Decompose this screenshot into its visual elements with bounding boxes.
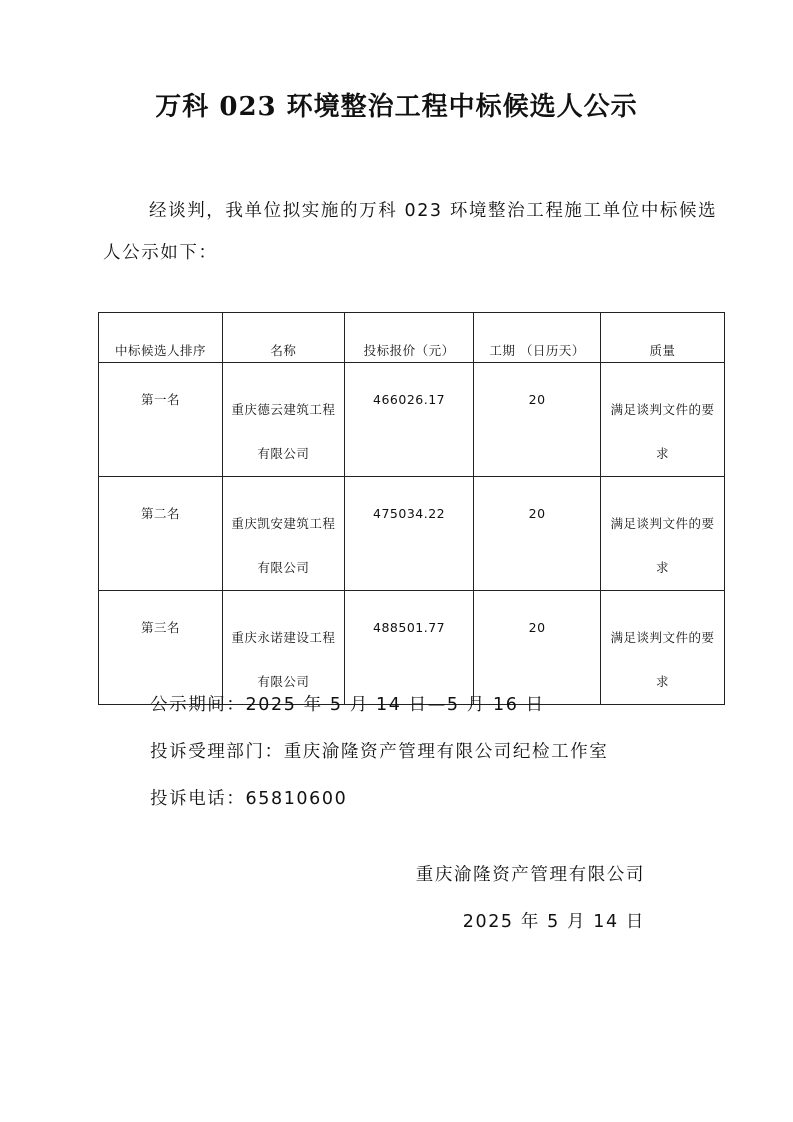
signature-block [416,852,645,946]
cell-price: 475034.22 [344,477,473,591]
cell-quality: 满足谈判文件的要求 [601,477,725,591]
candidates-table [98,312,725,705]
intro-paragraph: 经谈判，我单位拟实施的万科 023 环境整治工程施工单位中标候选人公示如下： [103,201,718,263]
cell-quality: 满足谈判文件的要求 [601,363,725,477]
notice-period: 公示期间：2025 年 5 月 14 日—5 月 16 日 [150,695,545,715]
header-price: 投标报价（元） [344,313,473,363]
cell-rank: 第三名 [99,591,223,705]
complaint-department: 投诉受理部门：重庆渝隆资产管理有限公司纪检工作室 [150,742,609,762]
cell-name: 重庆永诺建设工程有限公司 [222,591,344,705]
complaint-phone: 投诉电话：65810600 [150,789,348,809]
header-rank: 中标候选人排序 [99,313,223,363]
cell-duration: 20 [474,363,601,477]
cell-price: 466026.17 [344,363,473,477]
table-row [99,363,725,477]
notice-details [150,682,608,823]
document-title: 万科 023 环境整治工程中标候选人公示 [155,92,638,122]
table-header-row [99,313,725,363]
cell-name: 重庆凯安建筑工程有限公司 [222,477,344,591]
header-quality: 质量 [601,313,725,363]
cell-name: 重庆德云建筑工程有限公司 [222,363,344,477]
table-row [99,477,725,591]
cell-duration: 20 [474,591,601,705]
cell-rank: 第二名 [99,477,223,591]
signature-company: 重庆渝隆资产管理有限公司 [415,865,645,885]
header-duration: 工期 （日历天） [474,313,601,363]
cell-duration: 20 [474,477,601,591]
cell-price: 488501.77 [344,591,473,705]
signature-date: 2025 年 5 月 14 日 [462,912,645,932]
cell-quality: 满足谈判文件的要求 [601,591,725,705]
header-name: 名称 [222,313,344,363]
cell-rank: 第一名 [99,363,223,477]
